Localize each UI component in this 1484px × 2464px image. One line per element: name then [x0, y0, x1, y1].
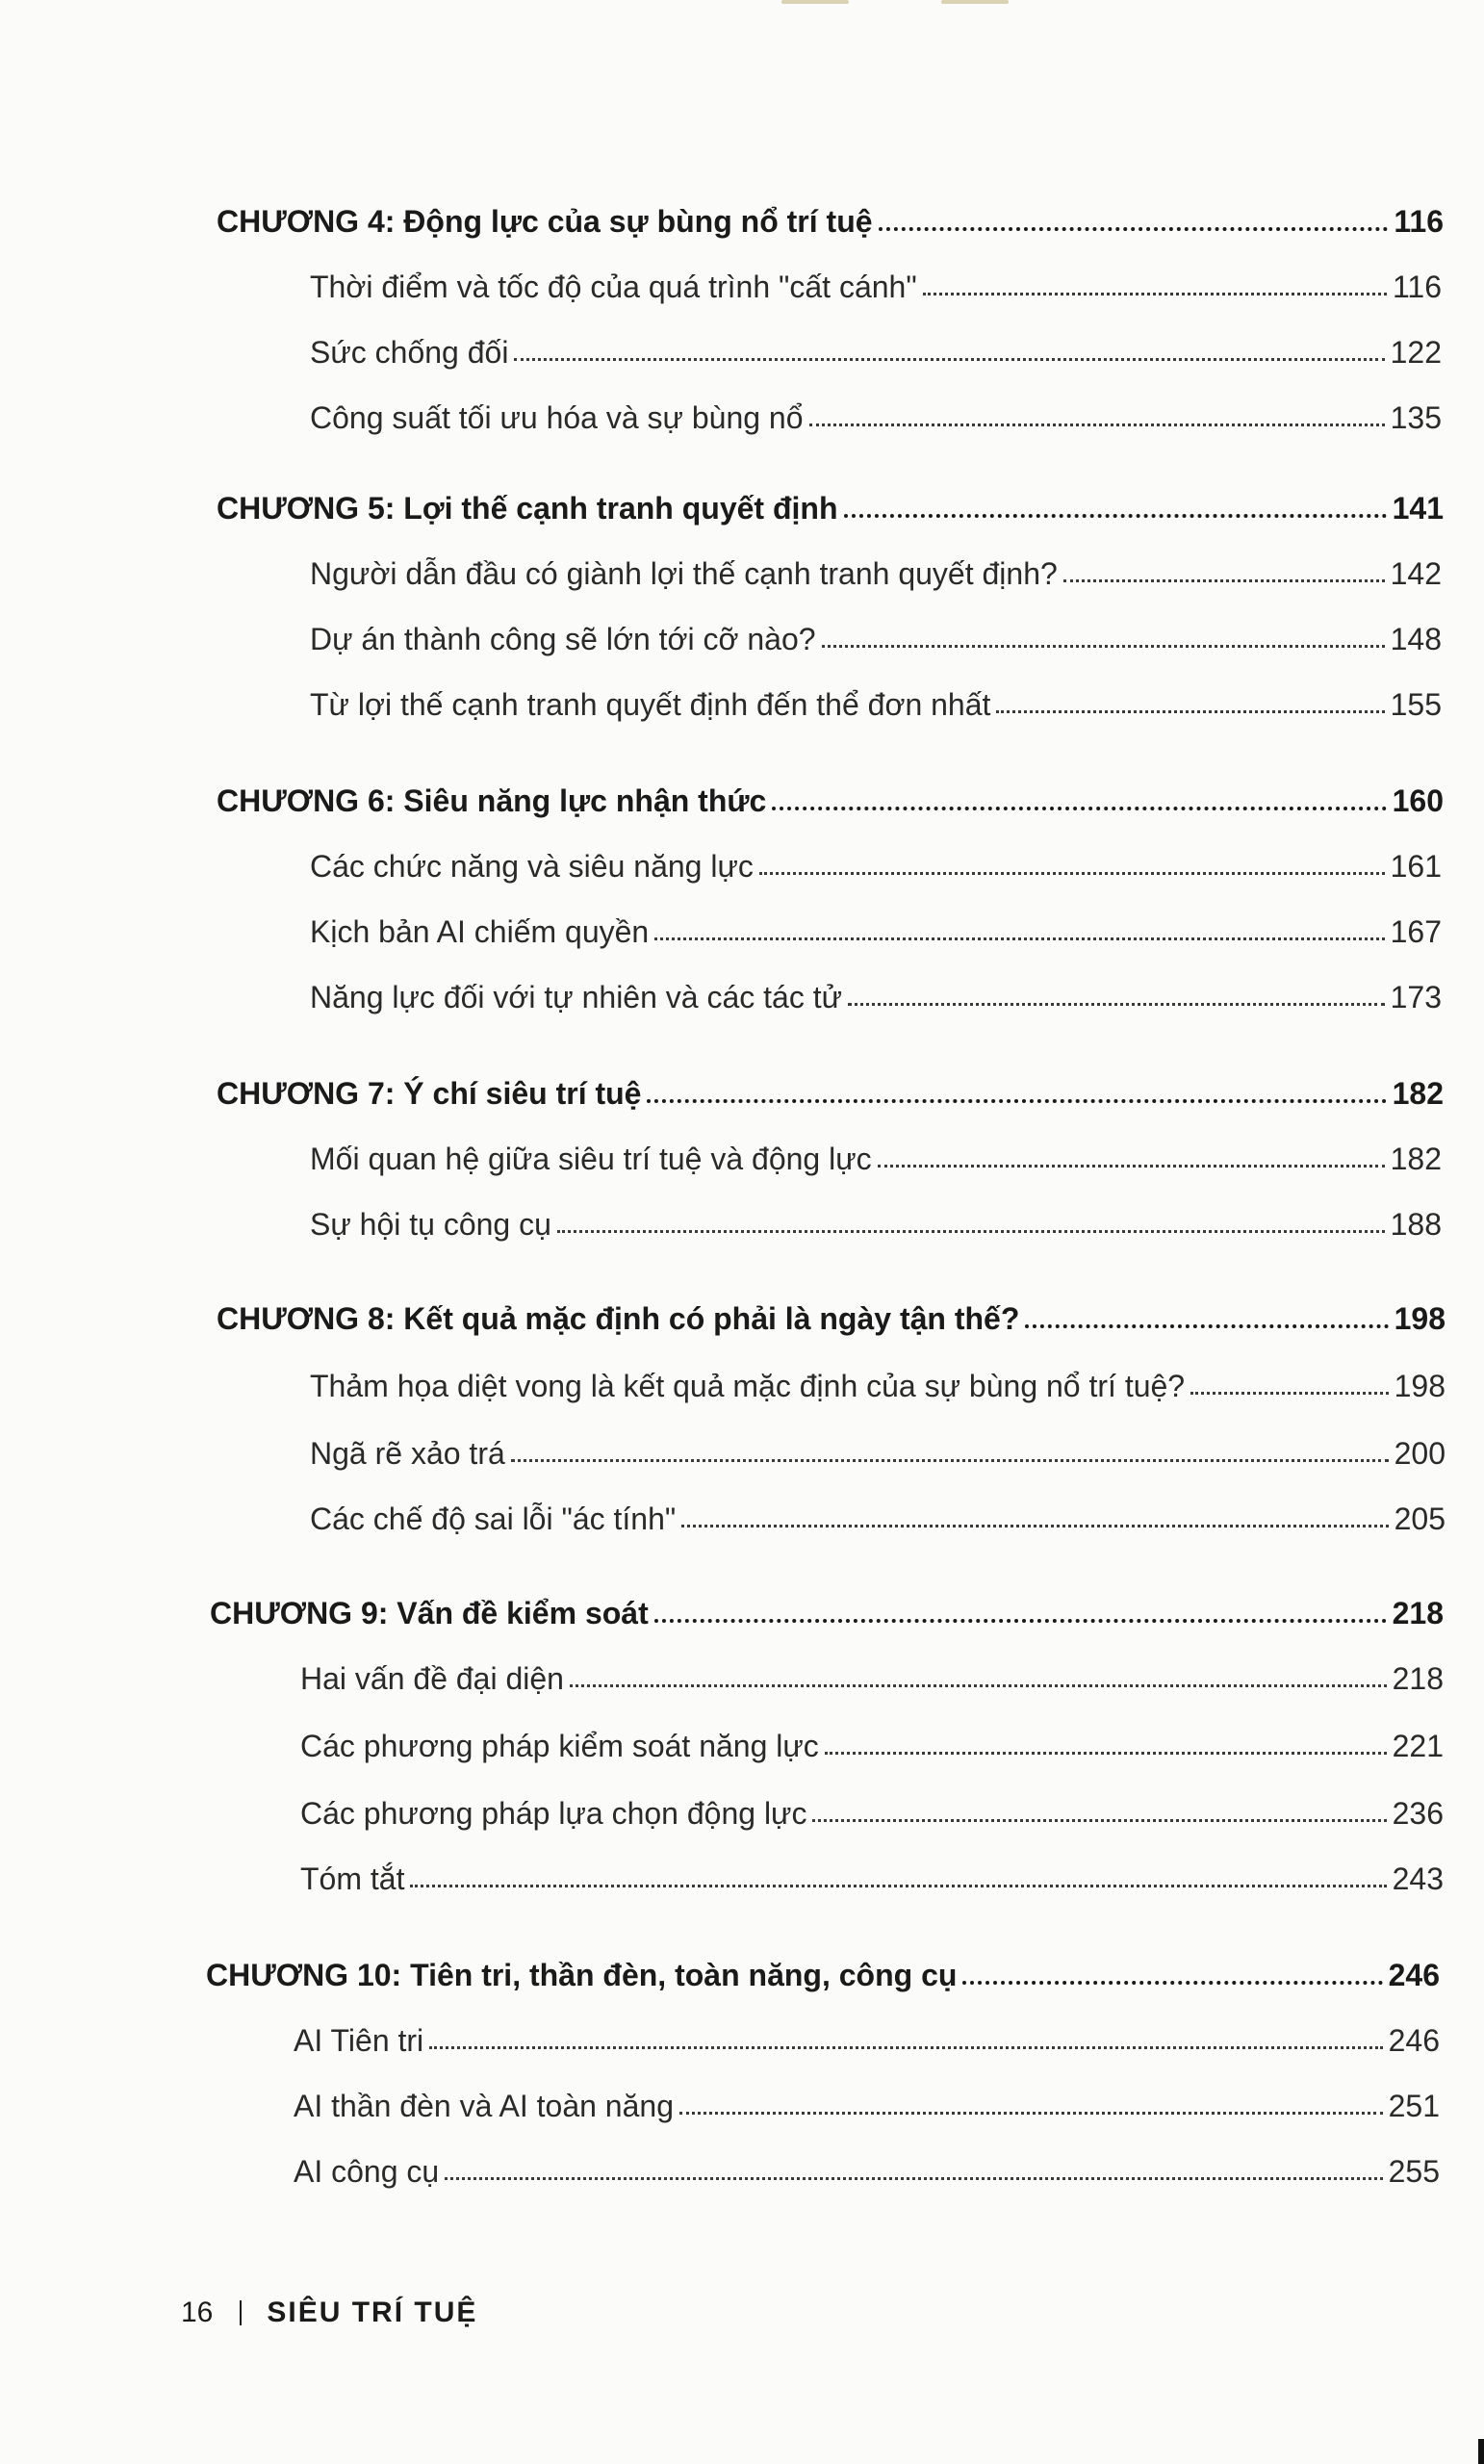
toc-section	[310, 622, 1442, 657]
toc-section-label: AI Tiên tri	[294, 2023, 424, 2058]
toc-page-number: 243	[1392, 1861, 1444, 1896]
toc-section	[310, 1502, 1446, 1537]
toc-section-label: Thảm họa diệt vong là kết quả mặc định của sự bùng nổ trí tuệ?	[310, 1369, 1186, 1403]
toc-page-number: 116	[1394, 204, 1444, 239]
toc-section-label: Năng lực đối với tự nhiên và các tác tử	[310, 980, 843, 1014]
footer-page-number: 16	[181, 2297, 214, 2328]
page-footer	[181, 2297, 477, 2329]
dot-leader	[429, 2046, 1382, 2049]
toc-chapter-5	[217, 491, 1444, 526]
toc-section	[310, 980, 1442, 1015]
dot-leader	[679, 2112, 1383, 2115]
dot-leader	[759, 872, 1385, 875]
toc-chapter-label: CHƯƠNG 5: Lợi thế cạnh tranh quyết định	[217, 491, 838, 526]
toc-section-label: Kịch bản AI chiếm quyền	[310, 914, 650, 949]
toc-section	[310, 687, 1442, 723]
dot-leader	[557, 1230, 1385, 1233]
toc-page-number: 251	[1388, 2089, 1440, 2123]
dot-leader	[996, 710, 1384, 713]
toc-section-label: Thời điểm và tốc độ của quá trình "cất cánh"	[310, 270, 917, 304]
toc-section-label: Các chức năng và siêu năng lực	[310, 849, 754, 884]
toc-section-label: Mối quan hệ giữa siêu trí tuệ và động lực	[310, 1142, 872, 1176]
toc-page-number: 161	[1390, 849, 1442, 884]
toc-chapter-label: CHƯƠNG 6: Siêu năng lực nhận thức	[217, 783, 767, 818]
toc-section	[300, 1729, 1444, 1764]
toc-chapter-7	[217, 1076, 1444, 1112]
toc-page-number: 218	[1392, 1596, 1444, 1630]
page-edge-mark	[1478, 2439, 1484, 2464]
dot-leader	[825, 1752, 1387, 1755]
dot-leader	[879, 227, 1389, 231]
toc-section	[310, 556, 1442, 592]
toc-chapter-4	[217, 204, 1444, 240]
dot-leader	[410, 1885, 1386, 1887]
dot-leader	[681, 1525, 1388, 1527]
toc-section	[310, 400, 1442, 436]
toc-chapter-label: CHƯƠNG 8: Kết quả mặc định có phải là ngày tận thế?	[217, 1301, 1020, 1336]
toc-section	[300, 1861, 1444, 1897]
toc-chapter-label: CHƯƠNG 9: Vấn đề kiểm soát	[210, 1596, 649, 1630]
toc-section-label: Hai vấn đề đại diện	[300, 1661, 564, 1696]
toc-chapter-label: CHƯƠNG 4: Động lực của sự bùng nổ trí tuệ	[217, 204, 873, 239]
toc-section	[310, 914, 1442, 950]
toc-section-label: Các chế độ sai lỗi "ác tính"	[310, 1502, 677, 1536]
toc-page-number: 167	[1390, 914, 1442, 949]
toc-section-label: Người dẫn đầu có giành lợi thế cạnh tranh quyết định?	[310, 556, 1058, 591]
toc-chapter-10	[206, 1958, 1440, 1993]
dot-leader	[812, 1819, 1386, 1822]
toc-page-number: 173	[1390, 980, 1442, 1014]
dot-leader	[647, 1099, 1386, 1103]
toc-page-number: 236	[1392, 1796, 1444, 1831]
toc-chapter-label: CHƯƠNG 10: Tiên tri, thần đèn, toàn năng, công cụ	[206, 1958, 958, 1992]
toc-chapter-9	[210, 1596, 1444, 1631]
toc-page-number: 218	[1392, 1661, 1444, 1696]
toc-section-label: Từ lợi thế cạnh tranh quyết định đến thể đơn nhất	[310, 687, 991, 722]
toc-section	[310, 1436, 1446, 1472]
dot-leader	[923, 293, 1387, 295]
dot-leader	[809, 424, 1385, 426]
dot-leader	[1063, 579, 1385, 582]
toc-section	[310, 1369, 1446, 1404]
toc-section-label: Công suất tối ưu hóa và sự bùng nổ	[310, 400, 804, 435]
dot-leader	[445, 2177, 1382, 2180]
dot-leader	[1025, 1324, 1388, 1328]
toc-section-label: Các phương pháp kiểm soát năng lực	[300, 1729, 819, 1763]
toc-page-number: 182	[1390, 1142, 1442, 1176]
dot-leader	[1190, 1392, 1389, 1395]
dot-leader	[511, 1459, 1389, 1462]
toc-page-number: 182	[1392, 1076, 1444, 1111]
toc-section	[294, 2023, 1440, 2059]
toc-page-number: 198	[1394, 1301, 1446, 1336]
toc-page-number: 135	[1390, 400, 1442, 435]
toc-page-number: 122	[1390, 335, 1442, 370]
toc-section	[300, 1661, 1444, 1697]
toc-chapter-8	[217, 1301, 1446, 1337]
dot-leader	[514, 358, 1384, 361]
toc-section-label: Ngã rẽ xảo trá	[310, 1436, 505, 1471]
toc-page-number: 205	[1394, 1502, 1446, 1536]
toc-page-number: 200	[1394, 1436, 1446, 1471]
dot-leader	[654, 937, 1384, 940]
toc-section	[310, 270, 1442, 305]
dot-leader	[848, 1003, 1385, 1006]
toc-section	[310, 1142, 1442, 1177]
toc-chapter-label: CHƯƠNG 7: Ý chí siêu trí tuệ	[217, 1076, 642, 1111]
toc-page-number: 188	[1390, 1207, 1442, 1242]
toc-chapter-6	[217, 783, 1444, 819]
footer-book-title: SIÊU TRÍ TUỆ	[267, 2297, 478, 2328]
toc-section	[310, 849, 1442, 885]
toc-section-label: Sức chống đối	[310, 335, 509, 370]
toc-page-number: 246	[1388, 1958, 1440, 1992]
dot-leader	[878, 1165, 1385, 1168]
toc-section	[310, 1207, 1442, 1243]
toc-section-label: Tóm tắt	[300, 1861, 405, 1896]
toc-section	[300, 1796, 1444, 1832]
footer-divider	[240, 2300, 242, 2325]
toc-section-label: AI công cụ	[294, 2154, 440, 2189]
dot-leader	[654, 1619, 1387, 1623]
toc-page-number: 221	[1392, 1729, 1444, 1763]
toc-page-number: 116	[1392, 270, 1442, 304]
toc-page-number: 148	[1390, 622, 1442, 656]
dot-leader	[772, 807, 1386, 810]
toc-section	[294, 2089, 1440, 2124]
toc-page-number: 142	[1390, 556, 1442, 591]
toc-section	[294, 2154, 1440, 2190]
dot-leader	[844, 514, 1387, 518]
toc-page-number: 155	[1390, 687, 1442, 722]
toc-section-label: AI thần đèn và AI toàn năng	[294, 2089, 674, 2123]
toc-page-number: 255	[1388, 2154, 1440, 2189]
toc-section-label: Dự án thành công sẽ lớn tới cỡ nào?	[310, 622, 816, 656]
toc-page-number: 198	[1394, 1369, 1446, 1403]
toc-section	[310, 335, 1442, 371]
dot-leader	[962, 1981, 1382, 1985]
toc-page-number: 141	[1392, 491, 1444, 526]
toc-section-label: Sự hội tụ công cụ	[310, 1207, 551, 1242]
dot-leader	[822, 645, 1385, 648]
toc-section-label: Các phương pháp lựa chọn động lực	[300, 1796, 807, 1831]
dot-leader	[570, 1684, 1387, 1687]
toc-page-number: 246	[1388, 2023, 1440, 2058]
toc-page-number: 160	[1392, 783, 1444, 818]
